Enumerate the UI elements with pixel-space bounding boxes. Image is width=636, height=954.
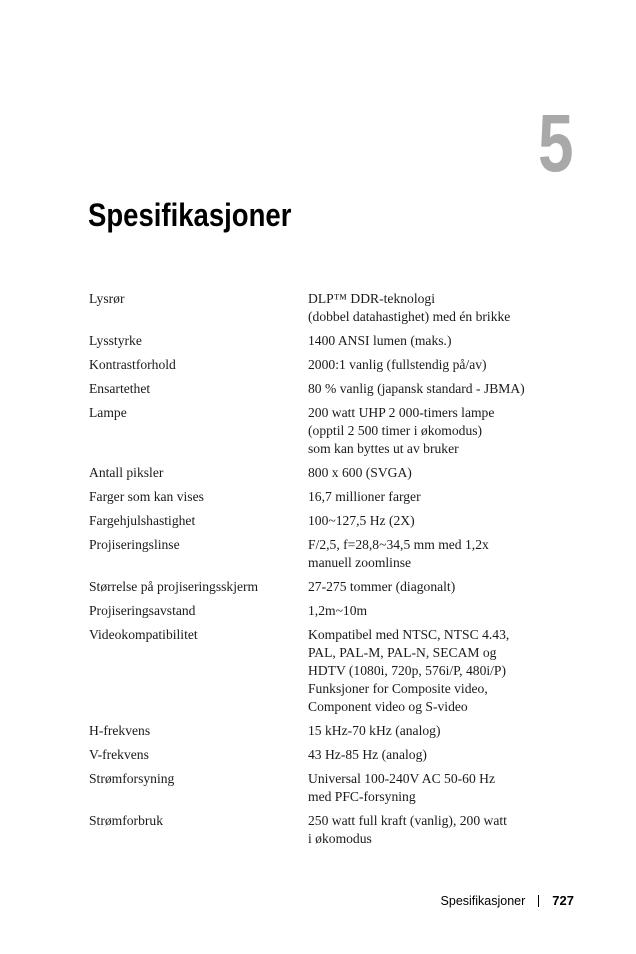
spec-value-line: i økomodus [308,831,372,846]
spec-row [89,626,559,716]
spec-value [308,488,559,506]
spec-label: V-frekvens [89,747,149,762]
spec-row [89,464,559,482]
spec-value-line: 43 Hz-85 Hz (analog) [308,747,427,762]
spec-row [89,356,559,374]
spec-label: Lysstyrke [89,333,142,348]
spec-value-line: Universal 100-240V AC 50-60 Hz [308,771,496,786]
spec-value-line: Funksjoner for Composite video, [308,681,488,696]
spec-value [308,356,559,374]
spec-value-line: 80 % vanlig (japansk standard - JBMA) [308,381,525,396]
spec-value [308,578,559,596]
spec-value-line: 800 x 600 (SVGA) [308,465,412,480]
spec-value-line: 16,7 millioner farger [308,489,421,504]
spec-value-line: Kompatibel med NTSC, NTSC 4.43, [308,627,510,642]
spec-value-line: DLP™ DDR-teknologi [308,291,435,306]
spec-value-line: 100~127,5 Hz (2X) [308,513,415,528]
spec-label: Projiseringsavstand [89,603,196,618]
spec-label: Videokompatibilitet [89,627,198,642]
spec-value [308,332,559,350]
spec-value-line: 200 watt UHP 2 000-timers lampe [308,405,495,420]
spec-label: Størrelse på projiseringsskjerm [89,579,259,594]
spec-value-line: 27-275 tommer (diagonalt) [308,579,456,594]
spec-label: Projiseringslinse [89,537,180,552]
spec-value-line: som kan byttes ut av bruker [308,441,459,456]
spec-value-line: (dobbel datahastighet) med én brikke [308,309,511,324]
spec-row [89,578,559,596]
spec-row [89,602,559,620]
spec-label: Fargehjulshastighet [89,513,196,528]
spec-value-line: 2000:1 vanlig (fullstendig på/av) [308,357,487,372]
spec-value [308,404,559,458]
spec-value-line: 15 kHz-70 kHz (analog) [308,723,441,738]
spec-label: Lysrør [89,291,125,306]
spec-value [308,770,559,806]
spec-row [89,536,559,572]
spec-row [89,746,559,764]
spec-value-line: (opptil 2 500 timer i økomodus) [308,423,483,438]
spec-value [308,380,559,398]
spec-label: Antall piksler [89,465,164,480]
page-number: 727 [552,893,574,908]
spec-row [89,380,559,398]
spec-row [89,332,559,350]
spec-label: Strømforsyning [89,771,175,786]
spec-label: Kontrastforhold [89,357,176,372]
spec-value-line: PAL, PAL-M, PAL-N, SECAM og [308,645,497,660]
spec-table [89,290,559,854]
spec-value [308,290,559,326]
footer-section-title: Spesifikasjoner [440,893,526,908]
spec-row [89,404,559,458]
chapter-title: Spesifikasjoner [88,197,292,233]
spec-value [308,812,559,848]
spec-value [308,536,559,572]
spec-row [89,770,559,806]
spec-value-line: F/2,5, f=28,8~34,5 mm med 1,2x [308,537,489,552]
spec-value [308,626,559,716]
spec-value-line: HDTV (1080i, 720p, 576i/P, 480i/P) [308,663,507,678]
spec-value-line: Component video og S-video [308,699,468,714]
spec-label: Lampe [89,405,127,420]
chapter-number: 5 [538,98,574,189]
spec-label: Strømforbruk [89,813,164,828]
spec-label: Farger som kan vises [89,489,204,504]
footer-separator [538,895,539,907]
spec-row [89,488,559,506]
spec-value [308,464,559,482]
spec-value-line: 1400 ANSI lumen (maks.) [308,333,452,348]
spec-label: H-frekvens [89,723,151,738]
spec-value-line: 250 watt full kraft (vanlig), 200 watt [308,813,507,828]
spec-value-line: med PFC-forsyning [308,789,416,804]
spec-value [308,602,559,620]
spec-row [89,290,559,326]
page-footer [441,893,574,908]
spec-value-line: 1,2m~10m [308,603,368,618]
spec-value-line: manuell zoomlinse [308,555,412,570]
spec-row [89,722,559,740]
spec-label: Ensartethet [89,381,151,396]
spec-value [308,722,559,740]
spec-row [89,512,559,530]
spec-value [308,512,559,530]
spec-row [89,812,559,848]
spec-value [308,746,559,764]
